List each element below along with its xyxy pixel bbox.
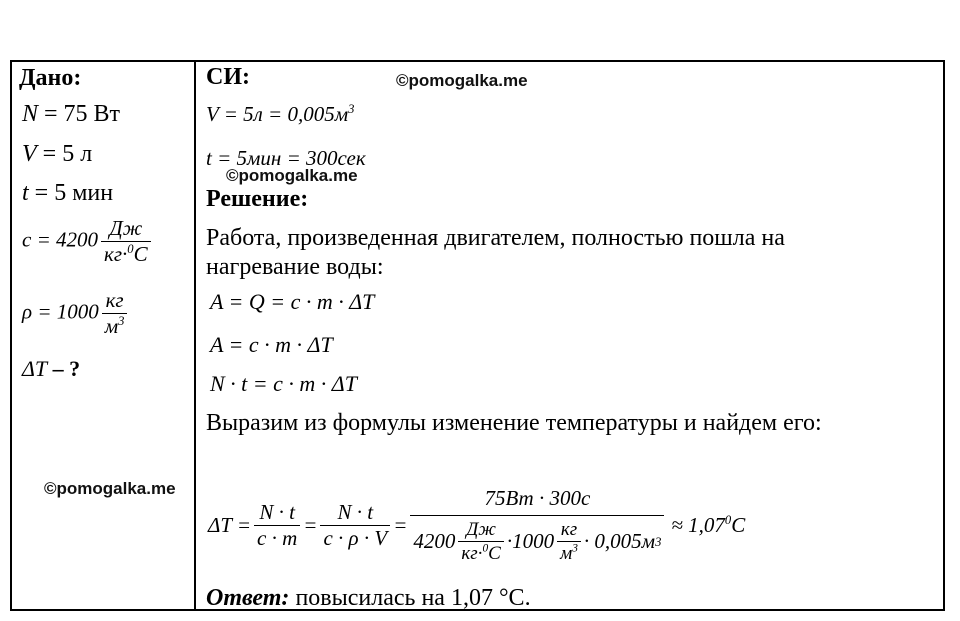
fraction-numeric (410, 488, 664, 563)
volume-value: = 5 л (36, 141, 93, 167)
column-divider (194, 60, 196, 611)
fraction-2-den: c · ρ · V (320, 525, 390, 549)
fraction-numeric-num: 75Вт · 300с (484, 486, 591, 510)
density-lhs: ρ = 1000 (22, 299, 99, 324)
si-volume-exp: 3 (348, 101, 355, 116)
density-unit-den-base: м (104, 314, 119, 338)
den-volume-value: · 0,005м (583, 529, 656, 553)
answer-label: Ответ: (206, 585, 290, 611)
fraction-1-num: N · t (259, 500, 295, 524)
unknown-symbol: ΔT (22, 356, 48, 381)
given-power (22, 102, 120, 126)
density-unit-num: кг (105, 288, 124, 312)
final-result-unit: C (731, 513, 746, 537)
solution-title: Решение: (206, 186, 309, 212)
den-capacity-unit (458, 520, 503, 563)
equals-sign: = (303, 513, 318, 537)
watermark-middle: ©pomogalka.me (226, 166, 358, 185)
fraction-nt-cm (254, 502, 300, 549)
answer-text: повысилась на 1,07 °С. (289, 585, 531, 611)
heat-capacity-lhs: c = 4200 (22, 227, 98, 252)
final-result (671, 512, 746, 537)
fraction-numeric-den: 4200 $\frac{Дж}{кг\cdot^0C}$ ·1000 $\frac{кг}{м^3}$ · 0,005м 3 (410, 515, 664, 563)
equation-work: A = c · m · ΔT (210, 332, 333, 357)
fraction-1-den: c · m (254, 525, 300, 549)
density-unit-den (102, 313, 128, 337)
volume-symbol: V (22, 141, 37, 167)
solution-intro-line2: нагревание воды: (206, 254, 384, 280)
watermark-top: ©pomogalka.me (396, 71, 528, 90)
final-result-degree: 0 (724, 512, 732, 527)
given-title: Дано: (19, 65, 82, 91)
watermark-left: ©pomogalka.me (44, 479, 176, 498)
fraction-nt-crv (320, 502, 390, 549)
final-result-value: ≈ 1,07 (671, 513, 725, 537)
den-density-unit-den-base: м (560, 543, 573, 564)
den-density-unit-num: кг (560, 519, 578, 540)
den-capacity-unit-num: Дж (466, 519, 496, 540)
equals-sign-2: = (393, 513, 408, 537)
den-capacity-value: 4200 (413, 529, 456, 553)
den-capacity-unit-den-a: кг· (461, 543, 483, 564)
fraction-2-num: N · t (337, 500, 374, 524)
heat-capacity-unit-den-b: C (133, 242, 148, 266)
si-title: СИ: (206, 64, 250, 90)
heat-capacity-unit-num: Дж (109, 216, 143, 240)
si-volume (206, 101, 355, 126)
equation-power-time: N · t = c · m · ΔT (210, 371, 357, 396)
final-lhs: ΔT = (208, 513, 252, 537)
given-heat-capacity (22, 218, 154, 265)
answer-line (206, 586, 531, 610)
heat-capacity-unit-den-a: кг· (104, 242, 128, 266)
heat-capacity-unit (101, 218, 151, 265)
den-density-value: ·1000 (506, 529, 555, 553)
den-density-unit-den-exp: 3 (572, 542, 578, 555)
heat-capacity-unit-den (101, 241, 151, 265)
si-volume-text: V = 5л = 0,005м (206, 102, 349, 126)
density-unit (102, 290, 128, 337)
power-symbol: N (22, 101, 39, 127)
given-density (22, 290, 130, 337)
power-value: = 75 Вт (38, 101, 121, 127)
given-time (22, 181, 113, 205)
final-formula (208, 488, 745, 563)
den-density-unit-den (557, 541, 581, 563)
den-capacity-unit-den (458, 541, 503, 563)
den-capacity-degree: 0 (482, 542, 489, 555)
solution-intro-line1: Работа, произведенная двигателем, полностью пошла на (206, 225, 785, 251)
den-density-unit (557, 520, 581, 563)
unknown-mark: – ? (47, 356, 81, 381)
given-unknown (22, 358, 80, 380)
den-capacity-unit-den-b: C (488, 543, 501, 564)
time-symbol: t (22, 180, 29, 206)
equation-work-heat: A = Q = c · m · ΔT (210, 289, 375, 314)
si-time: t = 5мин = 300сек (206, 146, 366, 170)
given-volume (22, 142, 92, 166)
solution-express: Выразим из формулы изменение температуры и найдем его: (206, 410, 822, 436)
density-unit-den-exp: 3 (118, 313, 125, 328)
time-value: = 5 мин (28, 180, 114, 206)
heat-capacity-degree: 0 (127, 241, 134, 256)
